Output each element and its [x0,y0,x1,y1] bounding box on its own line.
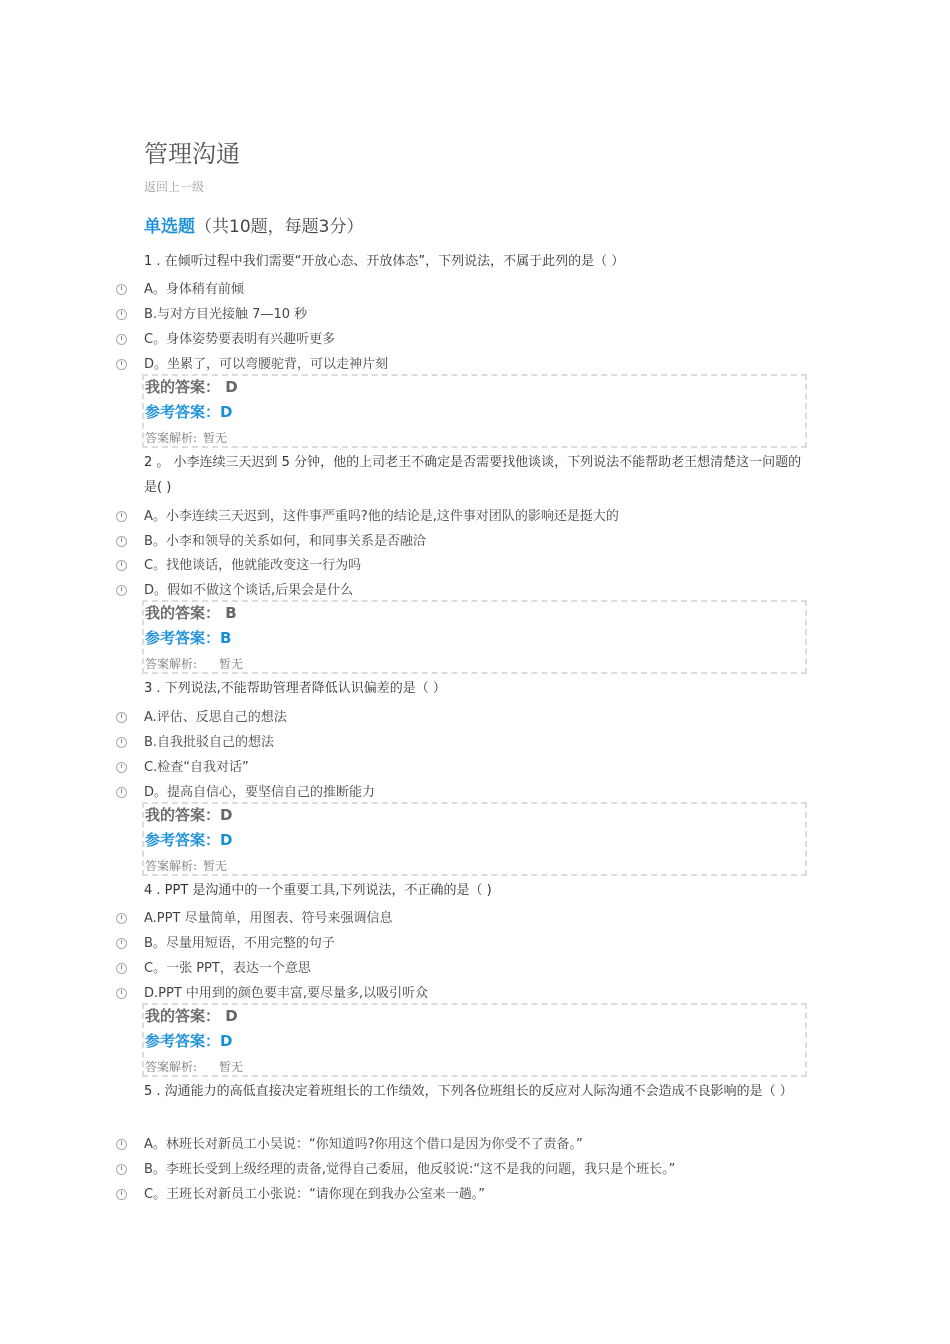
option-c[interactable] [116,958,816,980]
radio-icon[interactable] [116,963,127,974]
radio-icon[interactable] [116,787,127,798]
option-label: A。身体稍有前倾 [144,282,244,297]
radio-icon[interactable] [116,309,127,320]
option-label: A。林班长对新员工小吴说：“你知道吗?你用这个借口是因为你受不了责备。” [144,1137,583,1152]
option-label: A.评估、反思自己的想法 [144,710,287,725]
option-b[interactable] [116,304,816,326]
option-a[interactable] [116,908,816,930]
answer-explanation: 答案解析: 暂无 [145,657,244,671]
option-a[interactable] [116,279,816,301]
radio-icon[interactable] [116,359,127,370]
option-label: B.与对方目光接触 7—10 秒 [144,307,308,322]
answer-box [142,1003,807,1077]
reference-answer-value: B [220,629,232,647]
my-answer: 我的答案：D [145,806,233,824]
my-answer: 我的答案： D [145,378,238,396]
question-text: 2 。 小李连续三天迟到 5 分钟，他的上司老王不确定是否需要找他谈谈，下列说法不能帮助老王想清楚这一问题的是( ) [144,455,802,495]
radio-icon[interactable] [116,988,127,999]
option-label: B。李班长受到上级经理的责备,觉得自己委屈，他反驳说:“这不是我的问题，我只是个班长。” [144,1162,676,1177]
option-label: A.PPT 尽量简单，用图表、符号来强调信息 [144,911,393,926]
option-b[interactable] [116,933,816,955]
my-answer-value: D [220,806,233,824]
section-type-label: 单选题 [144,217,195,237]
radio-icon[interactable] [116,1139,127,1150]
option-c[interactable] [116,329,816,351]
my-answer: 我的答案： D [145,1007,238,1025]
radio-icon[interactable] [116,560,127,571]
option-label: D。坐累了，可以弯腰驼背，可以走神片刻 [144,357,389,372]
option-b[interactable] [116,531,816,553]
option-a[interactable] [116,1134,816,1156]
option-b[interactable] [116,1159,816,1181]
radio-icon[interactable] [116,913,127,924]
answer-box [142,802,807,876]
option-label: C。王班长对新员工小张说：“请你现在到我办公室来一趟。” [144,1187,486,1202]
answer-explanation: 答案解析: 暂无 [145,859,228,873]
radio-icon[interactable] [116,1189,127,1200]
radio-icon[interactable] [116,938,127,949]
option-label: D.PPT 中用到的颜色要丰富,要尽量多,以吸引听众 [144,986,429,1001]
option-label: A。小李连续三天迟到，这件事严重吗?他的结论是,这件事对团队的影响还是挺大的 [144,509,619,524]
option-label: C。身体姿势要表明有兴趣听更多 [144,332,336,347]
my-answer-value: D [225,1007,238,1025]
option-label: B。尽量用短语，不用完整的句子 [144,936,335,951]
option-d[interactable] [116,782,816,804]
option-a[interactable] [116,707,816,729]
option-c[interactable] [116,1184,816,1206]
option-d[interactable] [116,354,816,376]
option-d[interactable] [116,580,816,602]
option-label: B。小李和领导的关系如何，和同事关系是否融洽 [144,534,426,549]
section-title [144,212,363,237]
radio-icon[interactable] [116,284,127,295]
answer-box [142,600,807,674]
answer-box [142,374,807,448]
reference-answer: 参考答案：D [145,831,233,849]
reference-answer-value: D [220,403,233,421]
reference-answer-value: D [220,1032,233,1050]
radio-icon[interactable] [116,1164,127,1175]
option-label: B.自我批驳自己的想法 [144,735,275,750]
reference-answer: 参考答案：D [145,403,233,421]
option-label: C。找他谈话，他就能改变这一行为吗 [144,558,362,573]
reference-answer: 参考答案：B [145,629,232,647]
my-answer-value: D [225,378,238,396]
radio-icon[interactable] [116,737,127,748]
option-c[interactable] [116,555,816,577]
back-link[interactable]: 返回上一级 [144,180,205,194]
option-label: C.检查“自我对话” [144,760,249,775]
radio-icon[interactable] [116,585,127,596]
question-text: 5 . 沟通能力的高低直接决定着班组长的工作绩效，下列各位班组长的反应对人际沟通不会造成不良影响的是（ ） [144,1084,793,1099]
radio-icon[interactable] [116,334,127,345]
question-text: 1 . 在倾听过程中我们需要“开放心态、开放体态”，下列说法，不属于此列的是（ ） [144,254,625,269]
option-a[interactable] [116,506,816,528]
section-description: （共10题，每题3分） [195,217,364,237]
option-b[interactable] [116,732,816,754]
radio-icon[interactable] [116,511,127,522]
reference-answer-value: D [220,831,233,849]
option-label: C。一张 PPT，表达一个意思 [144,961,311,976]
radio-icon[interactable] [116,712,127,723]
question-text: 3 . 下列说法,不能帮助管理者降低认识偏差的是（ ） [144,681,446,696]
radio-icon[interactable] [116,536,127,547]
option-d[interactable] [116,983,816,1005]
my-answer-value: B [225,604,237,622]
my-answer: 我的答案： B [145,604,237,622]
option-label: D。提高自信心，要坚信自己的推断能力 [144,785,376,800]
radio-icon[interactable] [116,762,127,773]
option-c[interactable] [116,757,816,779]
option-label: D。假如不做这个谈话,后果会是什么 [144,583,354,598]
question-text: 4 . PPT 是沟通中的一个重要工具,下列说法，不正确的是（ ) [144,883,492,898]
page-title: 管理沟通 [144,140,240,168]
reference-answer: 参考答案：D [145,1032,233,1050]
answer-explanation: 答案解析: 暂无 [145,1060,244,1074]
answer-explanation: 答案解析: 暂无 [145,431,228,445]
